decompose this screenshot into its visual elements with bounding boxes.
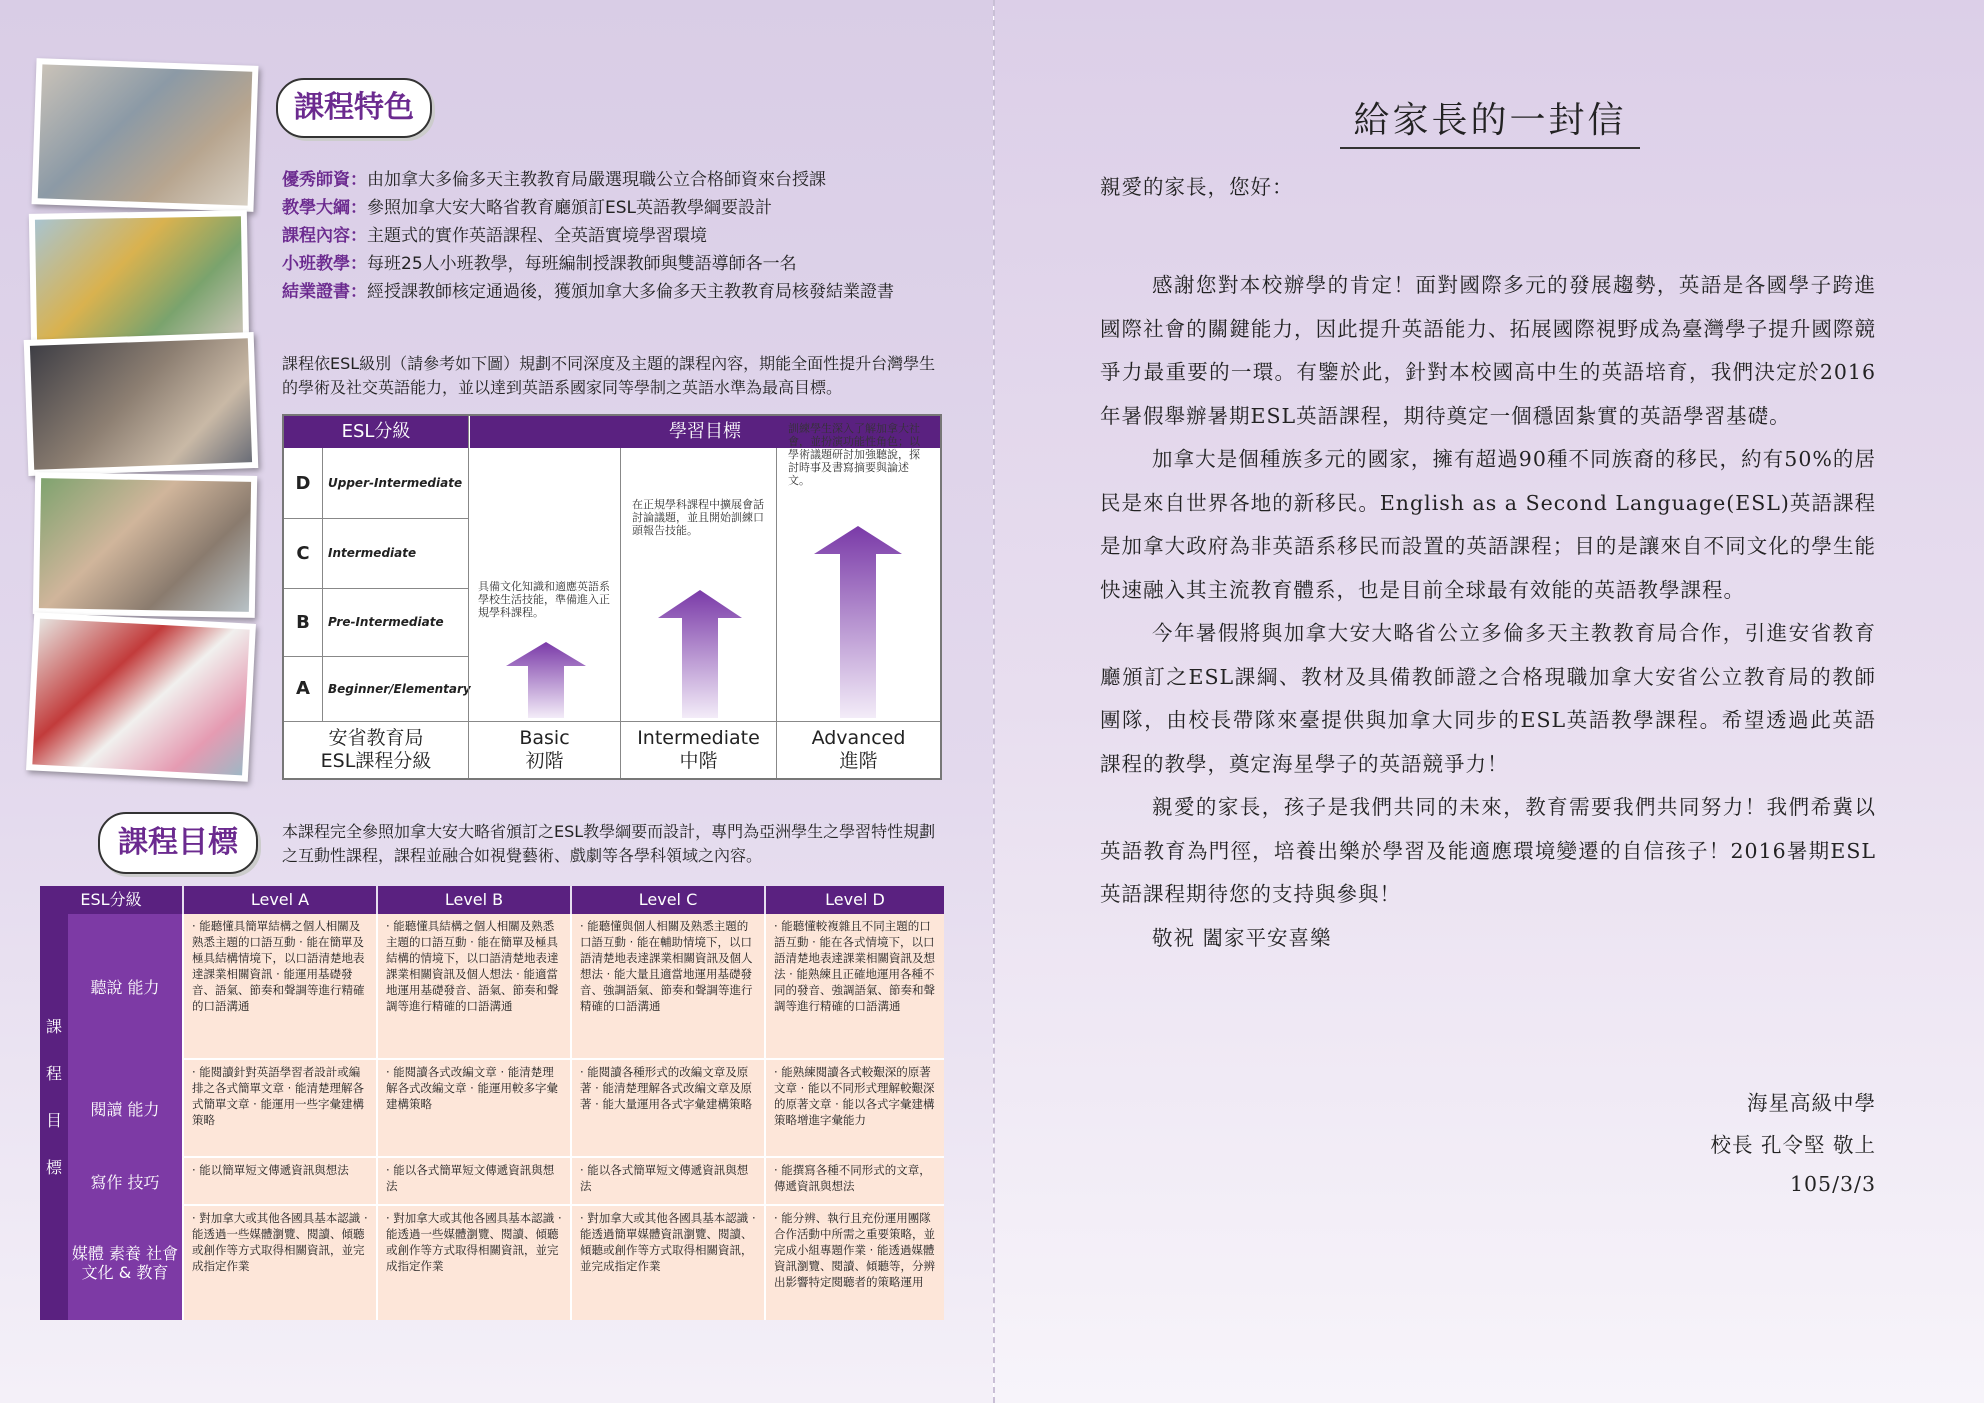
letter-principal: 校長 孔令堅 敬上 (1710, 1133, 1876, 1157)
cell-listening-a: · 能聽懂具簡單結構之個人相關及熟悉主題的口語互動 · 能在簡單及極具結構情境下，以口語清楚地表達課業相關資訊 · 能運用基礎發音、語氣、節奏和聲調等進行精確的口語溝通 (182, 914, 378, 1060)
row-label-reading: 閱讀 能力 (68, 1060, 182, 1160)
features-intro: 課程依ESL級別（請參考如下圖）規劃不同深度及主題的課程內容，期能全面性提升台灣學生的學術及社交英語能力，並以達到英語系國家同等學制之英語水準為最高目標。 (282, 354, 936, 397)
class-photo-2 (29, 210, 249, 350)
cell-writing-c: · 能以各式簡單短文傳遞資訊與想法 (570, 1158, 766, 1206)
level-row-b: B Pre-Intermediate (284, 588, 468, 657)
cell-media-b: · 對加拿大或其他各國具基本認識 · 能透過一些媒體瀏覽、閱讀、傾聽或創作等方式取得相關資訊，並完成指定作業 (376, 1206, 572, 1320)
letter-date: 105/3/3 (1789, 1172, 1876, 1196)
cell-media-c: · 對加拿大或其他各國具基本認識 · 能透過簡單媒體資訊瀏覽、閱讀、傾聽或創作等方式取得相關資訊，並完成指定作業 (570, 1206, 766, 1320)
letter-paragraph: 今年暑假將與加拿大安大略省公立多倫多天主教教育局合作，引進安省教育廳頒訂之ESL課綱、教材及具備教師證之合格現職加拿大安省公立教育局的教師團隊，由校長帶隊來臺提供與加拿大同步的ESL英語教學課程。希望透過此英語課程的教學，奠定海星學子的英語競爭力！ (1100, 621, 1876, 776)
row-label-writing: 寫作 技巧 (68, 1158, 182, 1208)
column-header-level-d: Level D (766, 886, 944, 914)
letter-paragraph: 親愛的家長，孩子是我們共同的未來，教育需要我們共同努力！我們希冀以英語教育為門徑，培養出樂於學習及能適應環境變遷的自信孩子！2016暑期ESL英語課程期待您的支持與參與！ (1100, 795, 1876, 906)
letter-greeting: 親愛的家長，您好： (1100, 175, 1294, 199)
bottom-basic: Basic 初階 (469, 721, 620, 777)
cell-listening-c: · 能聽懂與個人相關及熟悉主題的口語互動 · 能在輔助情境下，以口語清楚地表達課業相關資訊及個人想法 · 能大量且適當地運用基礎發音、強調語氣、節奏和聲調等進行精確的口語溝通 (570, 914, 766, 1060)
letter-paragraph: 加拿大是個種族多元的國家，擁有超過90種不同族裔的移民，約有50%的居民是來自世界各地的新移民。English as a Second Language(ESL)英語課程是加拿大政府為非英語系移民而設置的英語課程；目的是讓來自不同文化的學生能快速融入其主流教育體系，也是目前全球最有效能的英語教學課程。 (1100, 447, 1876, 602)
cell-reading-c: · 能閱讀各種形式的改編文章及原著 · 能清楚理解各式改編文章及原著 · 能大量運用各式字彙建構策略 (570, 1060, 766, 1158)
level-row-c: C Intermediate (284, 518, 468, 589)
column-header-level-a: Level A (184, 886, 376, 914)
class-photo-5 (26, 612, 256, 781)
letter-school: 海星高級中學 (1747, 1091, 1876, 1115)
class-photo-3 (24, 332, 259, 476)
cell-writing-b: · 能以各式簡單短文傳遞資訊與想法 (376, 1158, 572, 1206)
goals-corner-header: ESL分級 (40, 886, 182, 914)
basic-arrow (506, 642, 586, 718)
cell-media-a: · 對加拿大或其他各國具基本認識 · 能透過一些媒體瀏覽、閱讀、傾聽或創作等方式取得相關資訊，並完成指定作業 (182, 1206, 378, 1320)
goals-side-label: 課 程 目 標 (40, 914, 68, 1320)
row-label-media: 媒體 素養 社會 文化 & 教育 (68, 1206, 182, 1320)
diagram-header-levels: ESL分級 (284, 416, 468, 448)
level-row-a: A Beginner/Elementary (284, 656, 468, 721)
goals-heading: 課程目標 (98, 812, 258, 874)
cell-reading-b: · 能閱讀各式改編文章 · 能清楚理解各式改編文章 · 能運用較多字彙建構策略 (376, 1060, 572, 1158)
bottom-level-label: 安省教育局 ESL課程分級 (284, 721, 468, 777)
features-heading: 課程特色 (276, 78, 432, 138)
features-list (282, 166, 894, 306)
letter-paragraph: 感謝您對本校辦學的肯定！面對國際多元的發展趨勢，英語是各國學子跨進國際社會的關鍵能力，因此提升英語能力、拓展國際視野成為臺灣學子提升國際競爭力最重要的一環。有鑒於此，針對本校國高中生的英語培育，我們決定於2016年暑假舉辦暑期ESL英語課程，期待奠定一個穩固紮實的英語學習基礎。 (1100, 273, 1876, 428)
letter-title: 給家長的一封信 (1340, 92, 1640, 149)
cell-writing-d: · 能撰寫各種不同形式的文章，傳遞資訊與想法 (764, 1158, 944, 1206)
class-photo-1 (32, 58, 259, 212)
row-label-listening: 聽說 能力 (68, 914, 182, 1062)
feature-item: 結業證書：經授課教師核定通過後，獲頒加拿大多倫多天主教教育局核發結業證書 (282, 282, 894, 302)
feature-item: 優秀師資：由加拿大多倫多天主教教育局嚴選現職公立合格師資來台授課 (282, 170, 826, 190)
letter-closing: 敬祝 闔家平安喜樂 (1152, 925, 1332, 950)
bottom-intermediate: Intermediate 中階 (621, 721, 776, 777)
goals-table (40, 886, 944, 1320)
fold-line (993, 0, 995, 1403)
goals-intro: 本課程完全參照加拿大安大略省頒訂之ESL教學綱要而設計，專門為亞洲學生之學習特性規劃之互動性課程，課程並融合如視覺藝術、戲劇等各學科領域之內容。 (282, 822, 936, 865)
diagram-header-goals: 學習目標 (470, 416, 940, 448)
basic-goal-text: 具備文化知識和適應英語系學校生活技能，準備進入正規學科課程。 (478, 580, 610, 619)
advanced-arrow (814, 526, 902, 718)
column-header-level-c: Level C (572, 886, 764, 914)
intermediate-arrow (658, 590, 742, 718)
esl-level-diagram (282, 414, 942, 780)
feature-item: 小班教學：每班25人小班教學，每班編制授課教師與雙語導師各一名 (282, 254, 797, 274)
cell-listening-d: · 能聽懂較複雜且不同主題的口語互動 · 能在各式情境下，以口語清楚地表達課業相關資訊及想法 · 能熟練且正確地運用各種不同的發音、強調語氣、節奏和聲調等進行精確的口語溝通 (764, 914, 944, 1060)
class-photo-4 (33, 472, 257, 618)
cell-media-d: · 能分辨、執行且充份運用團隊合作活動中所需之重要策略，並完成小組專題作業 · 能透過媒體資訊瀏覽、閱讀、傾聽等，分辨出影響特定閱聽者的策略運用 (764, 1206, 944, 1320)
level-row-d: D Upper-Intermediate (284, 448, 468, 519)
feature-item: 教學大綱：參照加拿大安大略省教育廳頒訂ESL英語教學綱要設計 (282, 198, 773, 218)
cell-listening-b: · 能聽懂具結構之個人相關及熟悉主題的口語互動 · 能在簡單及極具結構的情境下，以口語清楚地表達課業相關資訊及個人想法 · 能適當地運用基礎發音、語氣、節奏和聲調等進行精確的口語溝通 (376, 914, 572, 1060)
cell-reading-a: · 能閱讀針對英語學習者設計或編排之各式簡單文章 · 能清楚理解各式簡單文章 · 能運用一些字彙建構策略 (182, 1060, 378, 1158)
advanced-goal-text: 訓練學生深入了解加拿大社會，並扮演功能性角色；以學術議題研討加強聽說，探討時事及書寫摘要與論述文。 (788, 422, 920, 487)
column-header-level-b: Level B (378, 886, 570, 914)
bottom-advanced: Advanced 進階 (777, 721, 940, 777)
feature-item: 課程內容：主題式的實作英語課程、全英語實境學習環境 (282, 226, 707, 246)
intermediate-goal-text: 在正規學科課程中擴展會話討論議題，並且開始訓練口頭報告技能。 (632, 498, 764, 537)
letter-body (1100, 264, 1876, 960)
cell-reading-d: · 能熟練閱讀各式較艱深的原著文章 · 能以不同形式理解較艱深的原著文章 · 能以各式字彙建構策略增進字彙能力 (764, 1060, 944, 1158)
cell-writing-a: · 能以簡單短文傳遞資訊與想法 (182, 1158, 378, 1206)
